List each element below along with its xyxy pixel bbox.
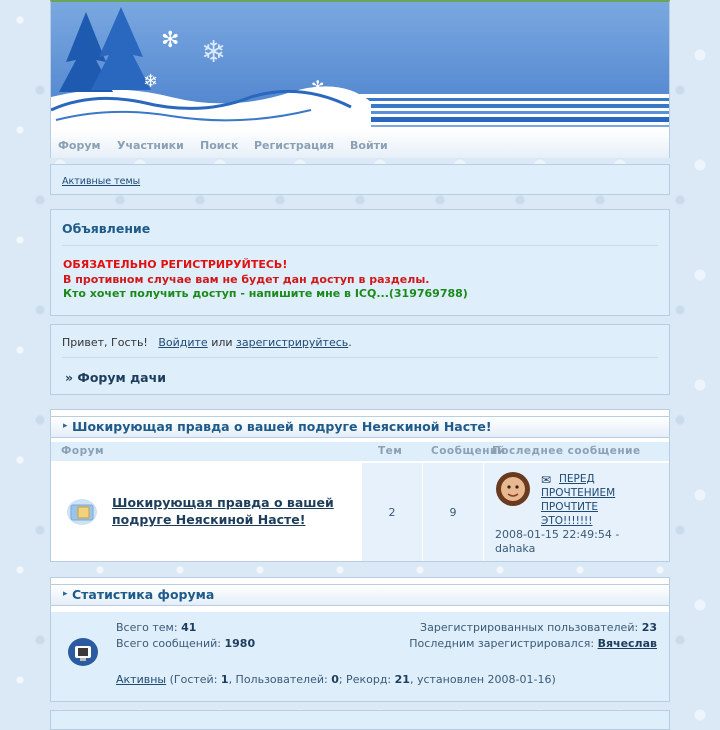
stats-header bbox=[51, 584, 669, 606]
last-post-link[interactable] bbox=[541, 472, 615, 528]
last-post-line-2[interactable]: ПРОЧТЕНИЕМ bbox=[541, 487, 616, 499]
nav-login[interactable]: Войти bbox=[350, 139, 388, 152]
nav-search[interactable]: Поиск bbox=[200, 139, 239, 152]
stats-icon bbox=[67, 637, 99, 667]
register-link[interactable]: зарегистрируйтесь bbox=[236, 336, 349, 349]
topics-count-cell bbox=[362, 463, 422, 561]
registered-users: Зарегистрированных пользователей: 23 bbox=[420, 621, 657, 634]
login-link[interactable]: Войдите bbox=[158, 336, 208, 349]
greeting-panel bbox=[50, 324, 670, 395]
stats-body bbox=[51, 612, 669, 701]
new-post-icon[interactable]: ✉ bbox=[541, 473, 552, 487]
posts-count: 9 bbox=[449, 506, 457, 519]
category-arrow-icon: ▸ bbox=[63, 421, 68, 431]
forum-folder-icon bbox=[66, 496, 98, 526]
svg-text:❄: ❄ bbox=[201, 35, 227, 70]
greeting-or: или bbox=[211, 336, 233, 349]
nav-members[interactable]: Участники bbox=[117, 139, 184, 152]
divider bbox=[62, 357, 658, 358]
category-header[interactable] bbox=[51, 416, 669, 438]
last-post-line-4[interactable]: ЭТО!!!!!!! bbox=[541, 515, 593, 527]
svg-text:❄: ❄ bbox=[143, 71, 159, 92]
active-users-line: Активны (Гостей: 1, Пользователей: 0; Рекорд: 21, установлен 2008-01-16) bbox=[116, 673, 556, 686]
nav-forum[interactable]: Форум bbox=[58, 139, 101, 152]
last-registered-user-link[interactable]: Вячеслав bbox=[597, 637, 657, 650]
divider bbox=[62, 245, 658, 246]
header bbox=[50, 0, 670, 158]
winter-banner-image bbox=[51, 2, 669, 130]
forum-site-title[interactable]: » Форум дачи bbox=[65, 370, 166, 385]
greeting-dot: . bbox=[348, 336, 352, 349]
svg-text:✻: ✻ bbox=[311, 77, 325, 96]
total-posts: Всего сообщений: 1980 bbox=[116, 637, 256, 650]
user-avatar bbox=[495, 471, 531, 507]
active-topics-link[interactable]: Активные темы bbox=[62, 176, 141, 187]
stats-title: Статистика форума bbox=[72, 587, 215, 602]
last-registered: Последним зарегистрировался: Вячеслав bbox=[409, 637, 657, 650]
stats-arrow-icon: ▸ bbox=[63, 589, 68, 599]
forum-stats-panel bbox=[50, 577, 670, 702]
nav-register[interactable]: Регистрация bbox=[254, 139, 335, 152]
winter-banner bbox=[51, 2, 669, 130]
col-topics: Тем bbox=[378, 445, 403, 457]
greeting-text bbox=[62, 336, 352, 349]
col-last-post: Последнее сообщение bbox=[492, 445, 641, 457]
main-nav bbox=[51, 130, 669, 158]
posts-count-cell bbox=[423, 463, 483, 561]
last-post-line-3[interactable]: ПРОЧТИТЕ bbox=[541, 501, 599, 513]
greeting-prefix: Привет, Гость! bbox=[62, 336, 148, 349]
announcement-panel bbox=[50, 209, 670, 316]
forum-title-link[interactable] bbox=[112, 494, 334, 528]
forum-category-table bbox=[50, 409, 670, 562]
announcement-line-3: Кто хочет получить доступ - напишите мне в ICQ...(319769788) bbox=[63, 287, 468, 300]
col-forum: Форум bbox=[61, 445, 105, 457]
svg-text:❄: ❄ bbox=[91, 111, 107, 130]
last-post-author[interactable]: dahaka bbox=[495, 542, 536, 555]
active-topics-bar bbox=[50, 164, 670, 195]
svg-text:✻: ✻ bbox=[161, 28, 180, 53]
last-post-cell bbox=[484, 463, 669, 561]
category-title[interactable]: Шокирующая правда о вашей подруге Неяскиной Насте! bbox=[72, 419, 492, 434]
forum-cell bbox=[51, 463, 361, 561]
last-post-line-1[interactable]: ПЕРЕД bbox=[559, 473, 595, 485]
last-post-date: 2008-01-15 22:49:54 - bbox=[495, 528, 620, 541]
forum-title-line-2[interactable]: подруге Неяскиной Насте! bbox=[112, 512, 306, 527]
active-users-link[interactable]: Активны bbox=[116, 673, 167, 686]
announcement-line-2: В противном случае вам не будет дан доступ в разделы. bbox=[63, 273, 430, 286]
topics-count: 2 bbox=[388, 506, 396, 519]
column-headers bbox=[51, 442, 669, 461]
total-topics: Всего тем: 41 bbox=[116, 621, 197, 634]
bottom-panel bbox=[50, 710, 670, 730]
forum-title-line-1[interactable]: Шокирующая правда о вашей bbox=[112, 495, 334, 510]
announcement-title: Объявление bbox=[62, 221, 151, 236]
announcement-line-1: ОБЯЗАТЕЛЬНО РЕГИСТРИРУЙТЕСЬ! bbox=[63, 258, 288, 271]
col-posts: Сообщений bbox=[431, 445, 506, 457]
